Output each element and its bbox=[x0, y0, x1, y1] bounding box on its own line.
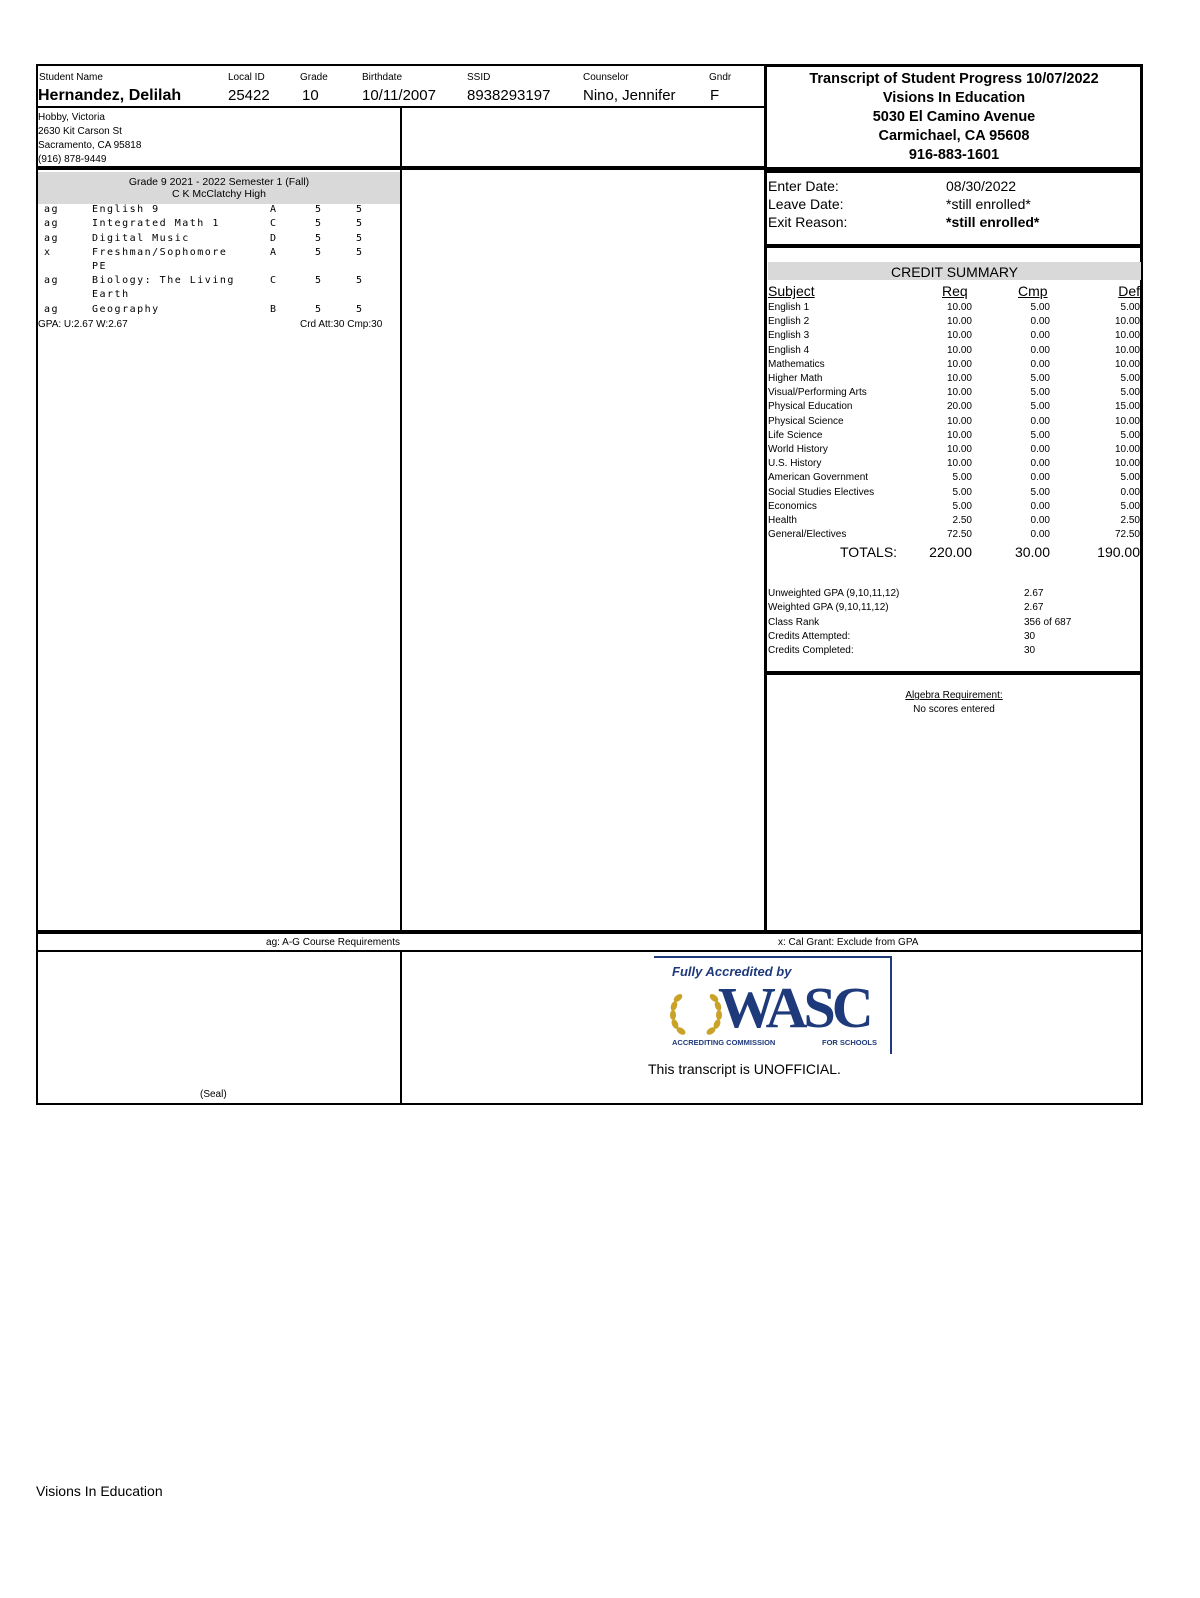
credit-row bbox=[768, 387, 1142, 401]
credit-row bbox=[768, 330, 1142, 344]
course-completed: 5 bbox=[356, 246, 364, 258]
course-flag: ag bbox=[44, 218, 60, 230]
credit-def: 10.00 bbox=[1114, 330, 1140, 342]
semester-title: Grade 9 2021 - 2022 Semester 1 (Fall) bbox=[128, 176, 310, 188]
credit-def: 5.00 bbox=[1120, 500, 1140, 512]
credit-cmp: 0.00 bbox=[1030, 344, 1050, 356]
legend-x: x: Cal Grant: Exclude from GPA bbox=[778, 937, 919, 948]
credit-subject: Social Studies Electives bbox=[768, 486, 875, 498]
credit-subject: General/Electives bbox=[768, 529, 847, 541]
course-flag: ag bbox=[44, 204, 60, 215]
credit-cmp: 0.00 bbox=[1030, 500, 1050, 512]
footer-text: Visions In Education bbox=[36, 1483, 163, 1499]
student-name: Hernandez, Delilah bbox=[38, 87, 182, 104]
course-row bbox=[38, 218, 400, 232]
gpa-summary-label: Weighted GPA (9,10,11,12) bbox=[768, 602, 889, 614]
course-completed: 5 bbox=[356, 275, 364, 287]
school-header bbox=[767, 70, 1141, 165]
credit-req: 10.00 bbox=[946, 330, 972, 342]
gpa-summary-value: 2.67 bbox=[1024, 602, 1044, 614]
credit-row bbox=[768, 416, 1142, 430]
credit-req: 10.00 bbox=[946, 429, 972, 441]
credit-def: 10.00 bbox=[1114, 458, 1140, 470]
gpa-summary-value: 30 bbox=[1024, 630, 1036, 642]
counselor-value: Nino, Jennifer bbox=[583, 87, 676, 104]
credit-def: 10.00 bbox=[1114, 344, 1140, 356]
course-name: English 9 bbox=[92, 204, 160, 215]
credit-cmp: 5.00 bbox=[1030, 387, 1050, 399]
credit-subject: Health bbox=[768, 515, 797, 526]
leave-date-label: Leave Date: bbox=[768, 196, 844, 212]
credit-def: 5.00 bbox=[1120, 387, 1140, 399]
gpa-summary-row bbox=[768, 588, 1108, 602]
credit-cmp: 0.00 bbox=[1030, 358, 1050, 370]
wasc-wordmark: WASC bbox=[718, 975, 870, 1040]
course-row bbox=[38, 233, 400, 247]
credit-summary-headers bbox=[768, 283, 1142, 299]
credit-subject: Physical Education bbox=[768, 401, 853, 413]
course-name-cont: Earth bbox=[92, 289, 130, 301]
course-completed: 5 bbox=[356, 232, 364, 244]
course-grade: A bbox=[270, 204, 278, 215]
credit-cmp: 0.00 bbox=[1030, 458, 1050, 470]
legend-ag-text: ag: A-G Course Requirements bbox=[266, 937, 400, 948]
school-city: Carmichael, CA 95608 bbox=[878, 128, 1030, 144]
credit-def: 10.00 bbox=[1114, 358, 1140, 370]
guardian-city: Sacramento, CA 95818 bbox=[38, 140, 142, 151]
header-subject: Subject bbox=[768, 283, 815, 299]
gpa-summary-row bbox=[768, 617, 1108, 631]
credit-row bbox=[768, 501, 1142, 515]
grade-label: Grade bbox=[300, 72, 328, 83]
credit-subject: American Government bbox=[768, 472, 869, 484]
credit-cmp: 5.00 bbox=[1030, 401, 1050, 413]
course-row bbox=[38, 204, 400, 218]
course-flag: ag bbox=[44, 275, 60, 287]
wasc-sub-right: FOR SCHOOLS bbox=[822, 1038, 878, 1047]
semester-header bbox=[38, 172, 400, 204]
guardian-block bbox=[38, 111, 141, 167]
credit-def: 10.00 bbox=[1114, 316, 1140, 328]
course-attempted: 5 bbox=[315, 246, 323, 258]
gpa-summary-value: 30 bbox=[1024, 645, 1036, 657]
credit-subject: English 1 bbox=[768, 302, 810, 313]
credit-req: 10.00 bbox=[946, 302, 972, 313]
semester-school: C K McClatchy High bbox=[172, 188, 266, 200]
credit-row bbox=[768, 430, 1142, 444]
credit-row bbox=[768, 401, 1142, 415]
credit-req: 10.00 bbox=[946, 316, 972, 328]
student-name-label: Student Name bbox=[39, 72, 103, 83]
grade-value: 10 bbox=[302, 87, 319, 104]
credit-subject: English 2 bbox=[768, 316, 810, 328]
credit-subject: Higher Math bbox=[768, 373, 823, 384]
guardian-phone: (916) 878-9449 bbox=[38, 154, 107, 165]
course-row bbox=[38, 304, 400, 318]
credit-req: 2.50 bbox=[952, 515, 972, 526]
school-street: 5030 El Camino Avenue bbox=[872, 109, 1036, 125]
course-name: Digital Music bbox=[92, 232, 190, 244]
credit-subject: Physical Science bbox=[768, 415, 844, 427]
course-attempted: 5 bbox=[315, 218, 323, 230]
course-attempted: 5 bbox=[315, 303, 323, 315]
course-name: Freshman/Sophomore bbox=[92, 246, 228, 258]
course-grade: D bbox=[270, 232, 278, 244]
course-grade: C bbox=[270, 275, 278, 287]
credit-def: 5.00 bbox=[1120, 429, 1140, 441]
credit-subject: Visual/Performing Arts bbox=[768, 387, 867, 399]
course-name-cont: PE bbox=[92, 260, 108, 272]
course-grade: C bbox=[270, 218, 278, 230]
gpa-summary-row bbox=[768, 631, 1108, 645]
credit-def: 2.50 bbox=[1120, 515, 1140, 526]
totals-req: 220.00 bbox=[929, 544, 972, 560]
credit-cmp: 5.00 bbox=[1030, 373, 1050, 384]
gpa-summary-row bbox=[768, 602, 1108, 616]
gpa-summary-value: 356 of 687 bbox=[1024, 616, 1072, 628]
gpa-summary-label: Credits Attempted: bbox=[768, 630, 851, 642]
course-grade: B bbox=[270, 303, 278, 315]
algebra-value: No scores entered bbox=[913, 704, 995, 715]
credit-cmp: 0.00 bbox=[1030, 515, 1050, 526]
credit-subject: U.S. History bbox=[768, 458, 822, 470]
credit-req: 10.00 bbox=[946, 458, 972, 470]
credit-subject: Life Science bbox=[768, 429, 823, 441]
credit-req: 10.00 bbox=[946, 373, 972, 384]
course-attempted: 5 bbox=[315, 275, 323, 287]
credit-row bbox=[768, 487, 1142, 501]
gpa-summary-value: 2.67 bbox=[1024, 588, 1044, 599]
course-grade: A bbox=[270, 246, 278, 258]
credit-cmp: 5.00 bbox=[1030, 302, 1050, 313]
enter-date-label: Enter Date: bbox=[768, 178, 839, 194]
credit-def: 5.00 bbox=[1120, 472, 1140, 484]
credit-subject: English 3 bbox=[768, 330, 810, 342]
credit-req: 5.00 bbox=[952, 472, 972, 484]
exit-reason-label: Exit Reason: bbox=[768, 214, 848, 230]
course-flag: ag bbox=[44, 303, 60, 315]
header-cmp: Cmp bbox=[1018, 283, 1048, 299]
credit-cmp: 5.00 bbox=[1030, 486, 1050, 498]
credit-def: 5.00 bbox=[1120, 302, 1140, 313]
credit-cmp: 0.00 bbox=[1030, 529, 1050, 541]
credit-req: 20.00 bbox=[946, 401, 972, 413]
credit-req: 10.00 bbox=[946, 415, 972, 427]
credit-def: 10.00 bbox=[1114, 444, 1140, 455]
transcript-title: Transcript of Student Progress 10/07/2022 bbox=[809, 71, 1099, 87]
credit-row bbox=[768, 345, 1142, 359]
credit-req: 5.00 bbox=[952, 500, 972, 512]
seal-label: (Seal) bbox=[200, 1089, 227, 1100]
school-phone: 916-883-1601 bbox=[908, 147, 1000, 163]
course-name: Geography bbox=[92, 303, 160, 315]
credit-row bbox=[768, 316, 1142, 330]
credit-req: 72.50 bbox=[946, 529, 972, 541]
counselor-label: Counselor bbox=[583, 72, 629, 83]
birthdate-label: Birthdate bbox=[362, 72, 403, 83]
enter-date-value: 08/30/2022 bbox=[946, 178, 1017, 194]
credit-cmp: 0.00 bbox=[1030, 444, 1050, 455]
wasc-sub-left: ACCREDITING COMMISSION bbox=[672, 1038, 776, 1047]
wasc-logo bbox=[654, 956, 892, 1054]
semester-gpa: GPA: U:2.67 W:2.67 bbox=[38, 319, 128, 330]
credit-summary-title: CREDIT SUMMARY bbox=[768, 262, 1141, 280]
header-req: Req bbox=[942, 283, 968, 299]
local-id-label: Local ID bbox=[228, 72, 265, 83]
credit-def: 72.50 bbox=[1114, 529, 1140, 541]
birthdate-value: 10/11/2007 bbox=[362, 87, 436, 104]
credit-subject: Economics bbox=[768, 500, 817, 512]
gpa-summary-row bbox=[768, 645, 1108, 659]
exit-reason-value: *still enrolled* bbox=[946, 214, 1040, 230]
credit-subject: English 4 bbox=[768, 344, 810, 356]
leave-date-value: *still enrolled* bbox=[946, 196, 1031, 212]
credit-def: 5.00 bbox=[1120, 373, 1140, 384]
course-completed: 5 bbox=[356, 218, 364, 230]
semester-credits: Crd Att:30 Cmp:30 bbox=[300, 319, 383, 330]
credit-req: 10.00 bbox=[946, 358, 972, 370]
course-completed: 5 bbox=[356, 303, 364, 315]
course-flag: x bbox=[44, 246, 52, 258]
totals-label: TOTALS: bbox=[840, 544, 898, 560]
gender-label: Gndr bbox=[709, 72, 732, 83]
credit-row bbox=[768, 359, 1142, 373]
algebra-title: Algebra Requirement: bbox=[905, 690, 1003, 701]
credit-row bbox=[768, 373, 1142, 387]
credit-subject: Mathematics bbox=[768, 358, 825, 370]
credit-cmp: 5.00 bbox=[1030, 429, 1050, 441]
ssid-label: SSID bbox=[467, 72, 491, 83]
credit-subject: World History bbox=[768, 444, 828, 455]
ssid-value: 8938293197 bbox=[467, 87, 551, 104]
gpa-summary-label: Unweighted GPA (9,10,11,12) bbox=[768, 588, 900, 599]
header-def: Def bbox=[1118, 283, 1140, 299]
gpa-summary-label: Class Rank bbox=[768, 616, 820, 628]
unofficial-note: This transcript is UNOFFICIAL. bbox=[648, 1061, 841, 1077]
credit-row bbox=[768, 515, 1142, 529]
totals-cmp: 30.00 bbox=[1014, 544, 1050, 560]
legend-ag bbox=[38, 937, 400, 948]
credit-row bbox=[768, 458, 1142, 472]
totals-def: 190.00 bbox=[1097, 544, 1140, 560]
laurel-icon bbox=[668, 988, 724, 1038]
local-id: 25422 bbox=[228, 87, 270, 104]
gender-value: F bbox=[710, 87, 720, 104]
guardian-street: 2630 Kit Carson St bbox=[38, 126, 122, 137]
credit-req: 10.00 bbox=[946, 387, 972, 399]
guardian-name: Hobby, Victoria bbox=[38, 112, 105, 123]
credit-req: 10.00 bbox=[946, 444, 972, 455]
credit-def: 0.00 bbox=[1120, 486, 1140, 498]
accreditation-banner: Fully Accredited by bbox=[672, 964, 792, 979]
credit-cmp: 0.00 bbox=[1030, 415, 1050, 427]
credit-req: 10.00 bbox=[946, 344, 972, 356]
credit-row bbox=[768, 444, 1142, 458]
credit-def: 10.00 bbox=[1114, 415, 1140, 427]
credit-req: 5.00 bbox=[952, 486, 972, 498]
credit-cmp: 0.00 bbox=[1030, 316, 1050, 328]
course-flag: ag bbox=[44, 232, 60, 244]
credit-cmp: 0.00 bbox=[1030, 472, 1050, 484]
course-name: Integrated Math 1 bbox=[92, 218, 220, 230]
course-row bbox=[38, 247, 400, 275]
course-row bbox=[38, 275, 400, 303]
course-attempted: 5 bbox=[315, 232, 323, 244]
credit-row bbox=[768, 472, 1142, 486]
gpa-summary-label: Credits Completed: bbox=[768, 645, 854, 657]
credit-row bbox=[768, 529, 1142, 543]
school-name: Visions In Education bbox=[882, 90, 1026, 106]
course-name: Biology: The Living bbox=[92, 275, 235, 287]
course-completed: 5 bbox=[356, 204, 364, 215]
credit-totals bbox=[768, 544, 1142, 562]
credit-row bbox=[768, 302, 1142, 316]
course-attempted: 5 bbox=[315, 204, 323, 215]
credit-def: 15.00 bbox=[1114, 401, 1140, 413]
credit-cmp: 0.00 bbox=[1030, 330, 1050, 342]
